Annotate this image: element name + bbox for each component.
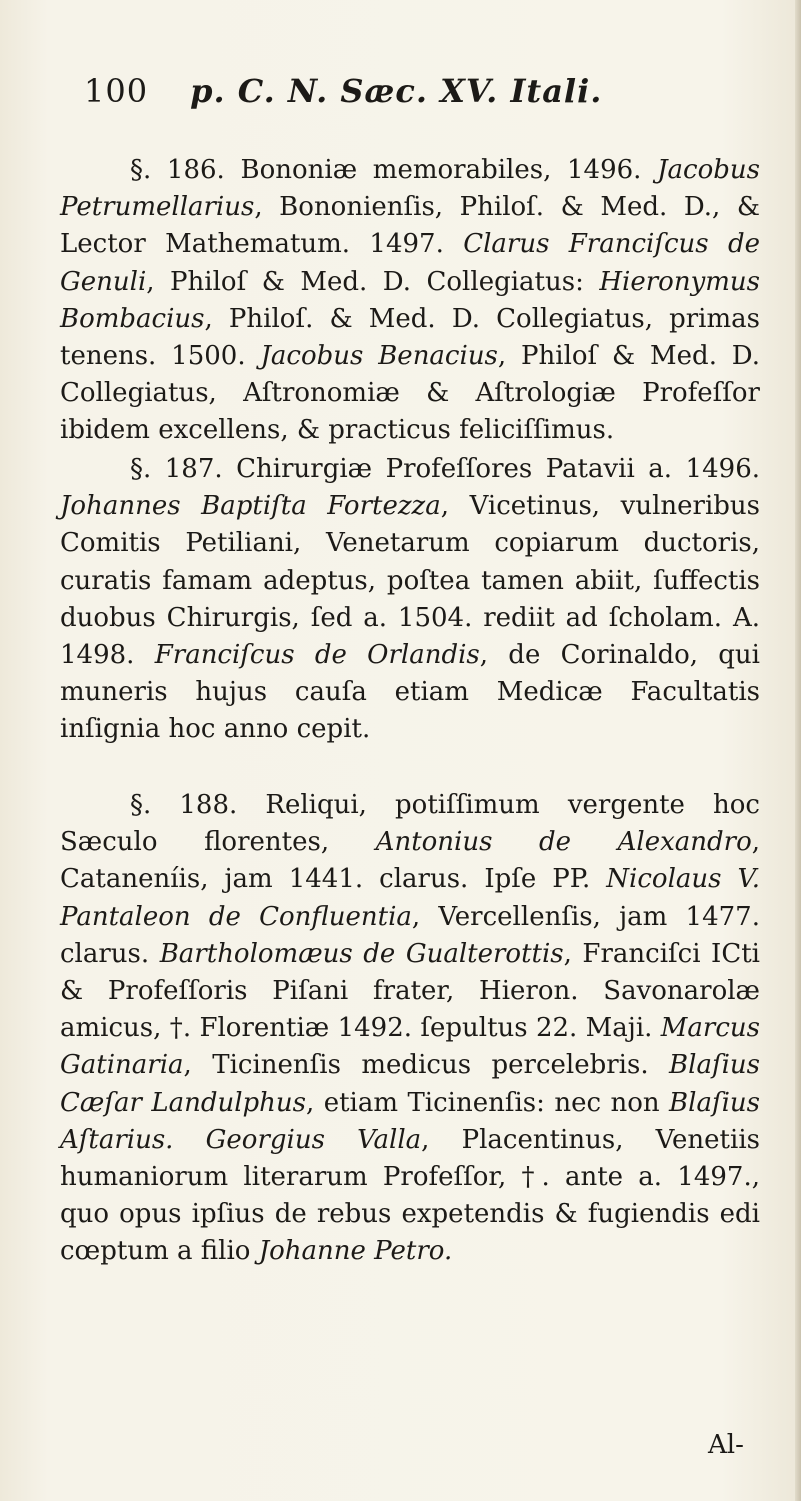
text-run: , Franciſci ICti & Profeſſoris Piſani frater, Hieron. Savonarolæ amicus, †. Florentiæ 1492. ſepultus 22. Maji. (60, 938, 760, 1044)
page-number: 100 (84, 72, 149, 110)
italic-name: Bartholomæus de Gualterottis (159, 938, 564, 969)
catchword: Al- (708, 1430, 744, 1460)
italic-name: Johanne Petro. (258, 1236, 453, 1267)
page-edge (795, 0, 801, 1501)
text-run: §. 186. Bononiæ memorabiles, 1496. (130, 155, 658, 185)
italic-name: Hieronymus Bombacius (60, 266, 760, 334)
italic-name: Franciſcus de Orlandis (154, 640, 480, 671)
text-run: , Bononienſis, Philoſ. & Med. D., & Lector Mathematum. 1497. (60, 192, 760, 260)
text-run: , etiam Ticinenſis: nec non (306, 1087, 670, 1118)
text-run: , Philoſ. & Med. D. Collegiatus, primas tenens. 1500. (60, 303, 760, 372)
paragraph-186 (60, 152, 760, 450)
paragraph-187 (60, 451, 760, 749)
italic-name: Jacobus Benacius (260, 341, 498, 372)
text-run: , Philoſ & Med. D. Collegiatus, Aſtronomiæ & Aſtrologiæ Profeſſor ibidem excellens, & practicus feliciſſimus. (60, 341, 760, 446)
italic-name: Jacobus Petrumellarius (60, 155, 760, 223)
text-run: §. 187. Chirurgiæ Profeſſores Patavii a. 1496. (130, 454, 760, 484)
italic-name: Blaſius Cæſar Landulphus (60, 1050, 760, 1118)
italic-name: Blaſius Aſtarius. Georgius Valla (60, 1087, 760, 1155)
paragraph-text (60, 787, 760, 1271)
text-run: , Cataneníis, jam 1441. clarus. Ipſe PP. (60, 827, 760, 895)
paragraph-188 (60, 787, 760, 1271)
paragraph-text (60, 451, 760, 749)
italic-name: Clarus Franciſcus de Genuli (60, 229, 760, 297)
text-run: , Vicetinus, vulneribus Comitis Petiliani, Venetarum copiarum ductoris, curatis famam adeptus, poſtea tamen abiit, ſuffectis duobus Chirurgis, ſed a. 1504. rediit ad ſcholam. A. 1498. (60, 491, 760, 671)
text-run: , Vercellenſis, jam 1477. clarus. (60, 901, 760, 969)
running-header (84, 72, 602, 110)
italic-name: Marcus Gatinaria (60, 1013, 760, 1081)
text-run: , Placentinus, Venetiis humaniorum literarum Profeſſor, †. ante a. 1497., quo opus ipſius de rebus expetendis & fugiendis edi cœptum a filio (60, 1124, 760, 1267)
text-run: , de Corinaldo, qui muneris hujus cauſa etiam Medicæ Facultatis inſignia hoc anno cepit. (60, 640, 760, 745)
running-title: p. C. N. Sæc. XV. Itali. (190, 72, 603, 110)
text-run: §. 188. Reliqui, potiſſimum vergente hoc Sæculo florentes, (60, 790, 760, 858)
italic-name: Antonius de Alexandro (375, 827, 752, 858)
italic-name: Johannes Baptiſta Fortezza (60, 491, 441, 522)
text-run: , Ticinenſis medicus percelebris. (183, 1050, 670, 1081)
paragraph-text (60, 152, 760, 450)
text-run: , Philoſ & Med. D. Collegiatus: (146, 266, 600, 297)
italic-name: Nicolaus V. Pantaleon de Confluentia (60, 864, 760, 932)
